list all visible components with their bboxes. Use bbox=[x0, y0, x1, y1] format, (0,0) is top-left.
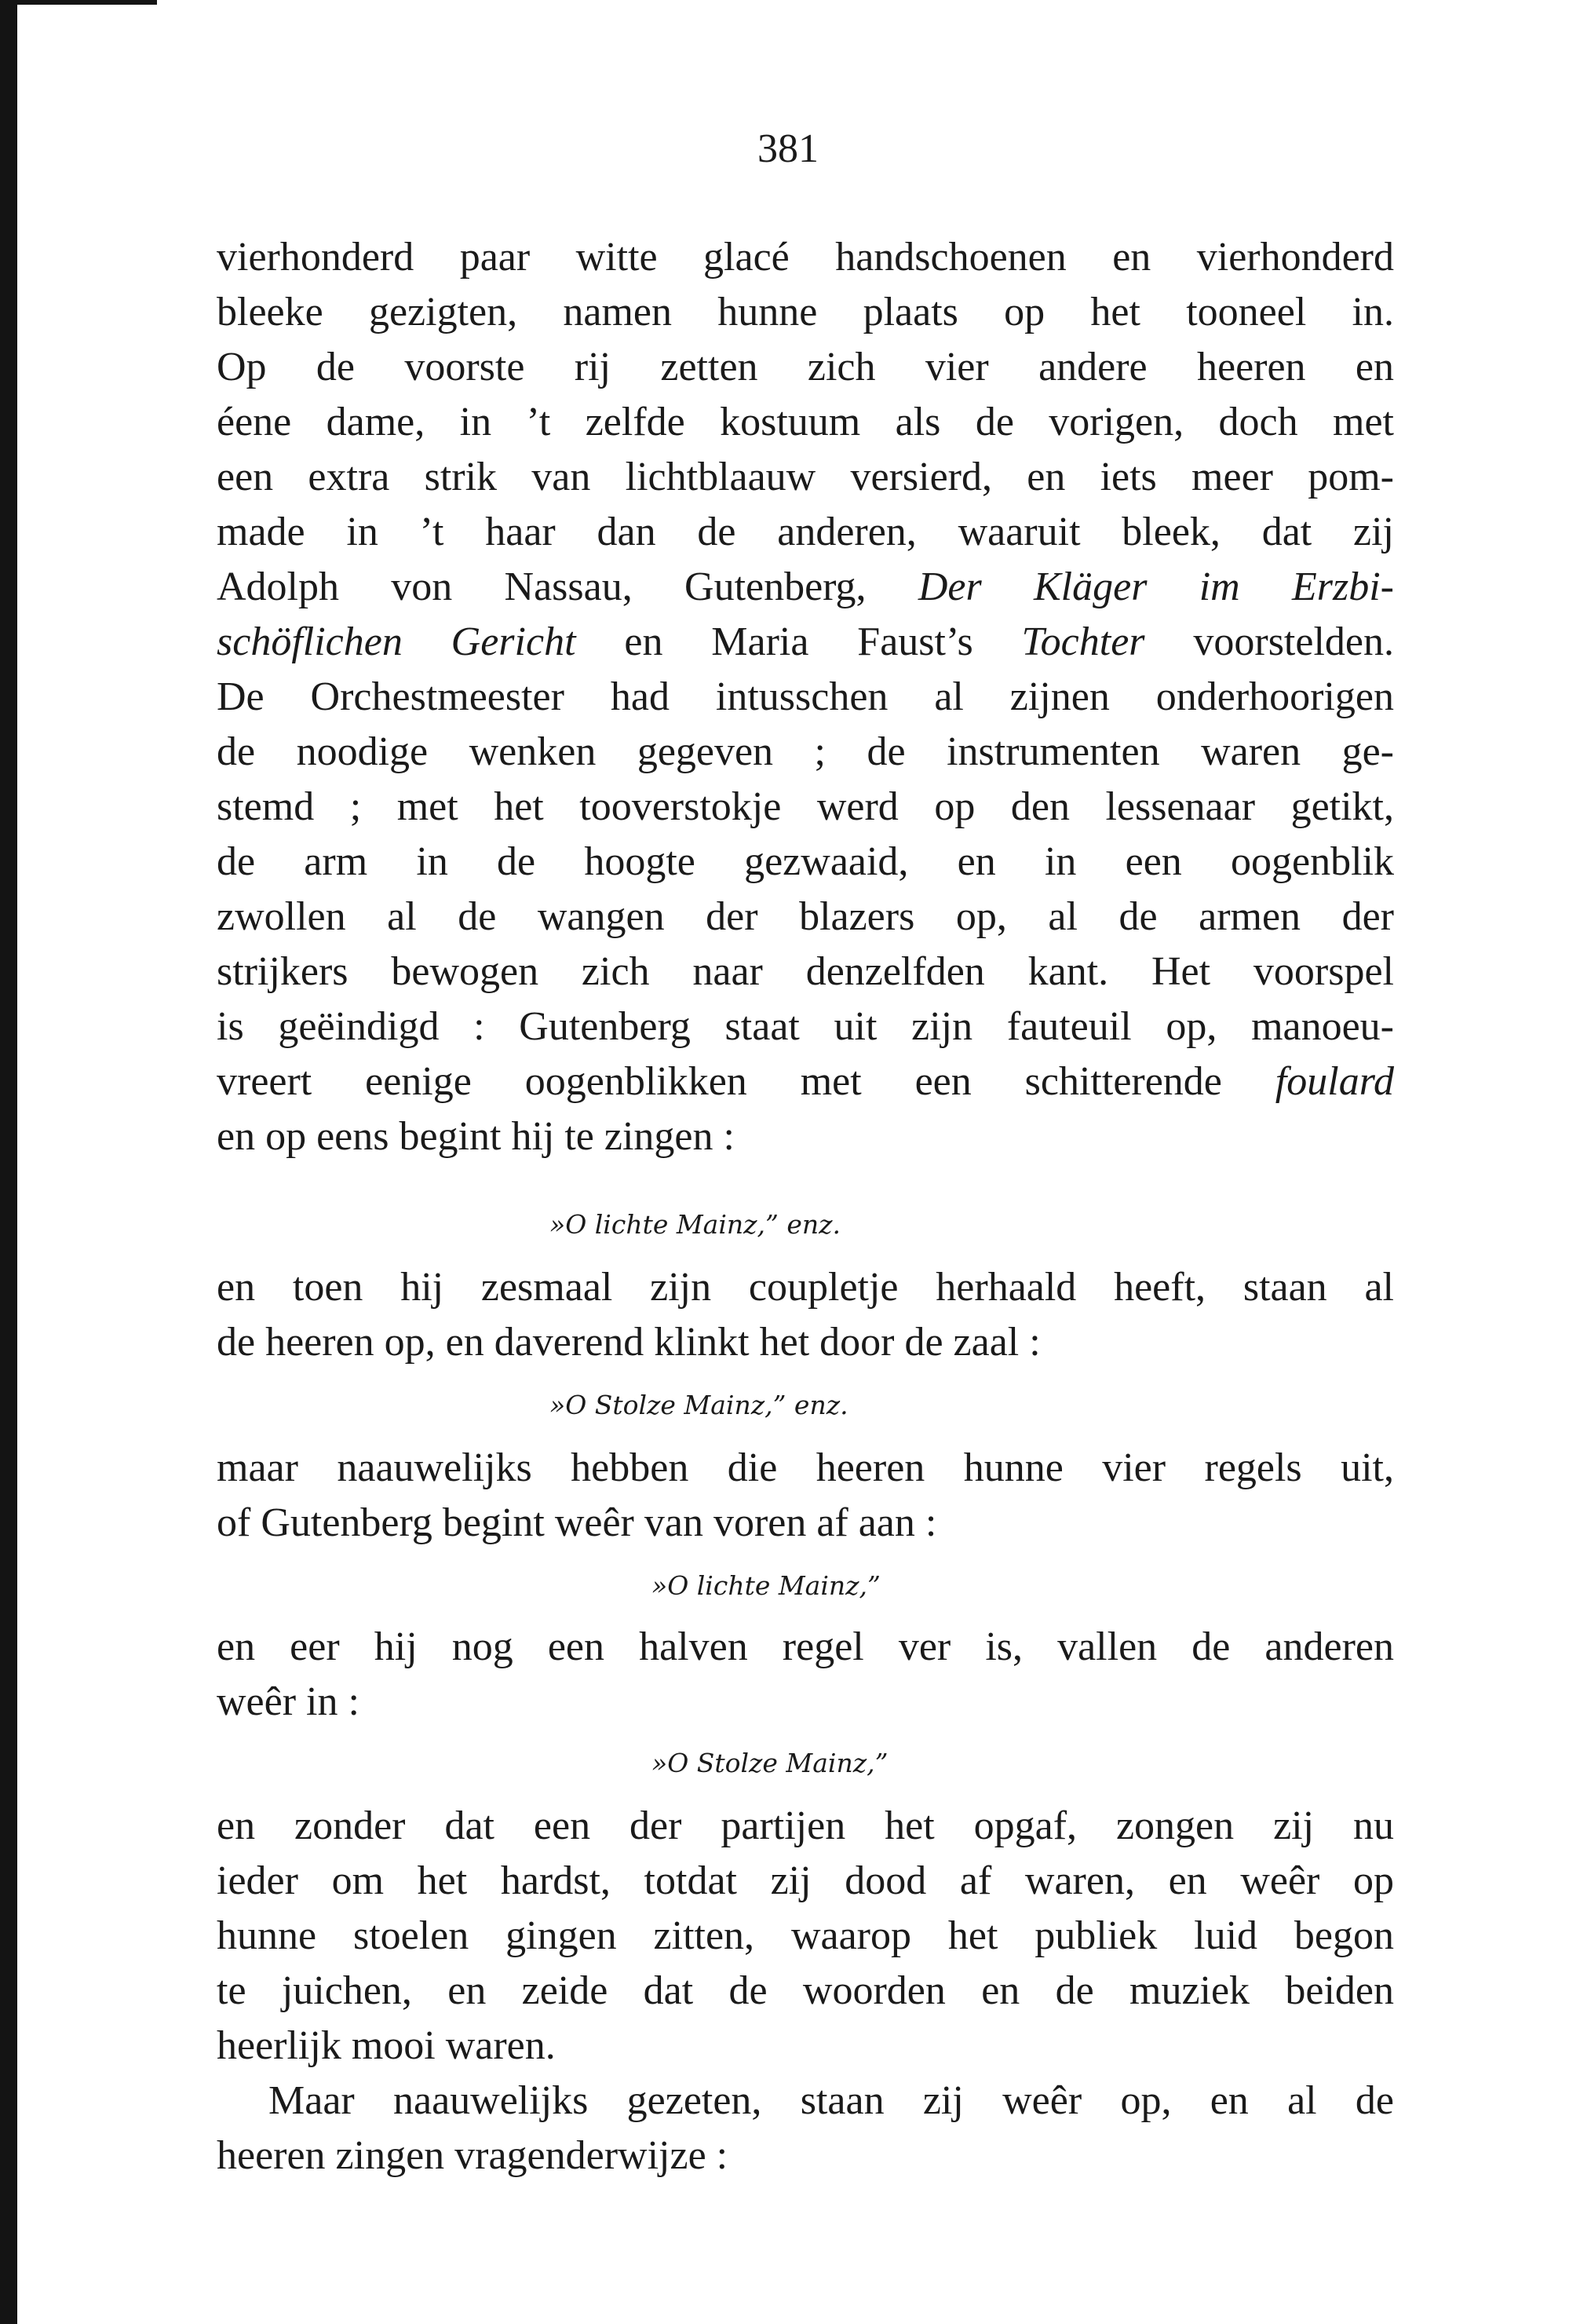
text-line: ieder om het hardst, totdat zij dood af waren, en weêr op bbox=[217, 1858, 1394, 1903]
italic-title: schöflichen Gericht bbox=[217, 619, 576, 664]
text-line: hunne stoelen gingen zitten, waarop het publiek luid begon bbox=[217, 1913, 1394, 1958]
italic-title: Tochter bbox=[1021, 619, 1145, 664]
song-quote: »O lichte Mainz,” enz. bbox=[549, 1209, 841, 1240]
text-line: vierhonderd paar witte glacé handschoenen en vierhonderd bbox=[217, 235, 1394, 280]
italic-word: foulard bbox=[1275, 1059, 1394, 1104]
text-line: te juichen, en zeide dat de woorden en de muziek beiden bbox=[217, 1968, 1394, 2013]
text-line: heerlijk mooi waren. bbox=[217, 2023, 556, 2068]
song-quote: »O Stolze Mainz,” enz. bbox=[549, 1390, 848, 1420]
text-line: maar naauwelijks hebben die heeren hunne vier regels uit, bbox=[217, 1445, 1394, 1490]
text-line: heeren zingen vragenderwijze : bbox=[217, 2133, 728, 2178]
text-line-mixed: vreert eenige oogenblikken met een schitterende foulard bbox=[217, 1059, 1394, 1104]
text-line-mixed: Adolph von Nassau, Gutenberg, Der Kläger im Erzbi- bbox=[217, 565, 1394, 609]
text-line: en op eens begint hij te zingen : bbox=[217, 1114, 735, 1159]
text-line: bleeke gezigten, namen hunne plaats op het tooneel in. bbox=[217, 290, 1394, 334]
text-line: Maar naauwelijks gezeten, staan zij weêr op, en al de bbox=[268, 2078, 1394, 2123]
text-line: de heeren op, en daverend klinkt het door de zaal : bbox=[217, 1320, 1041, 1365]
text-line: of Gutenberg begint weêr van voren af aan : bbox=[217, 1500, 937, 1545]
text-line: en toen hij zesmaal zijn coupletje herhaald heeft, staan al bbox=[217, 1265, 1394, 1310]
binding-top-mark bbox=[0, 0, 157, 5]
text-line-mixed: schöflichen Gericht en Maria Faust’s Tochter voorstelden. bbox=[217, 619, 1394, 664]
text-line: een extra strik van lichtblaauw versierd, en iets meer pom- bbox=[217, 455, 1394, 499]
song-quote: »O lichte Mainz,” bbox=[651, 1570, 881, 1601]
text-line: en zonder dat een der partijen het opgaf, zongen zij nu bbox=[217, 1803, 1394, 1848]
text-line: is geëindigd : Gutenberg staat uit zijn fauteuil op, manoeu- bbox=[217, 1004, 1394, 1049]
text-line: de arm in de hoogte gezwaaid, en in een oogenblik bbox=[217, 839, 1394, 884]
text-line: made in ’t haar dan de anderen, waaruit bleek, dat zij bbox=[217, 510, 1394, 554]
text-line: de noodige wenken gegeven ; de instrumenten waren ge- bbox=[217, 729, 1394, 774]
text-line: Op de voorste rij zetten zich vier andere heeren en bbox=[217, 345, 1394, 389]
text-line: weêr in : bbox=[217, 1679, 359, 1724]
text-line: stemd ; met het tooverstokje werd op den lessenaar getikt, bbox=[217, 784, 1394, 829]
text-line: éene dame, in ’t zelfde kostuum als de vorigen, doch met bbox=[217, 400, 1394, 444]
italic-title: Der Kläger im Erzbi- bbox=[918, 565, 1394, 609]
text-line: zwollen al de wangen der blazers op, al de armen der bbox=[217, 894, 1394, 939]
song-quote: »O Stolze Mainz,” bbox=[651, 1748, 889, 1778]
page-number: 381 bbox=[757, 126, 819, 171]
binding-edge bbox=[0, 0, 17, 2324]
text-line: en eer hij nog een halven regel ver is, vallen de anderen bbox=[217, 1624, 1394, 1669]
text-line: De Orchestmeester had intusschen al zijnen onderhoorigen bbox=[217, 674, 1394, 719]
text-line: strijkers bewogen zich naar denzelfden kant. Het voorspel bbox=[217, 949, 1394, 994]
